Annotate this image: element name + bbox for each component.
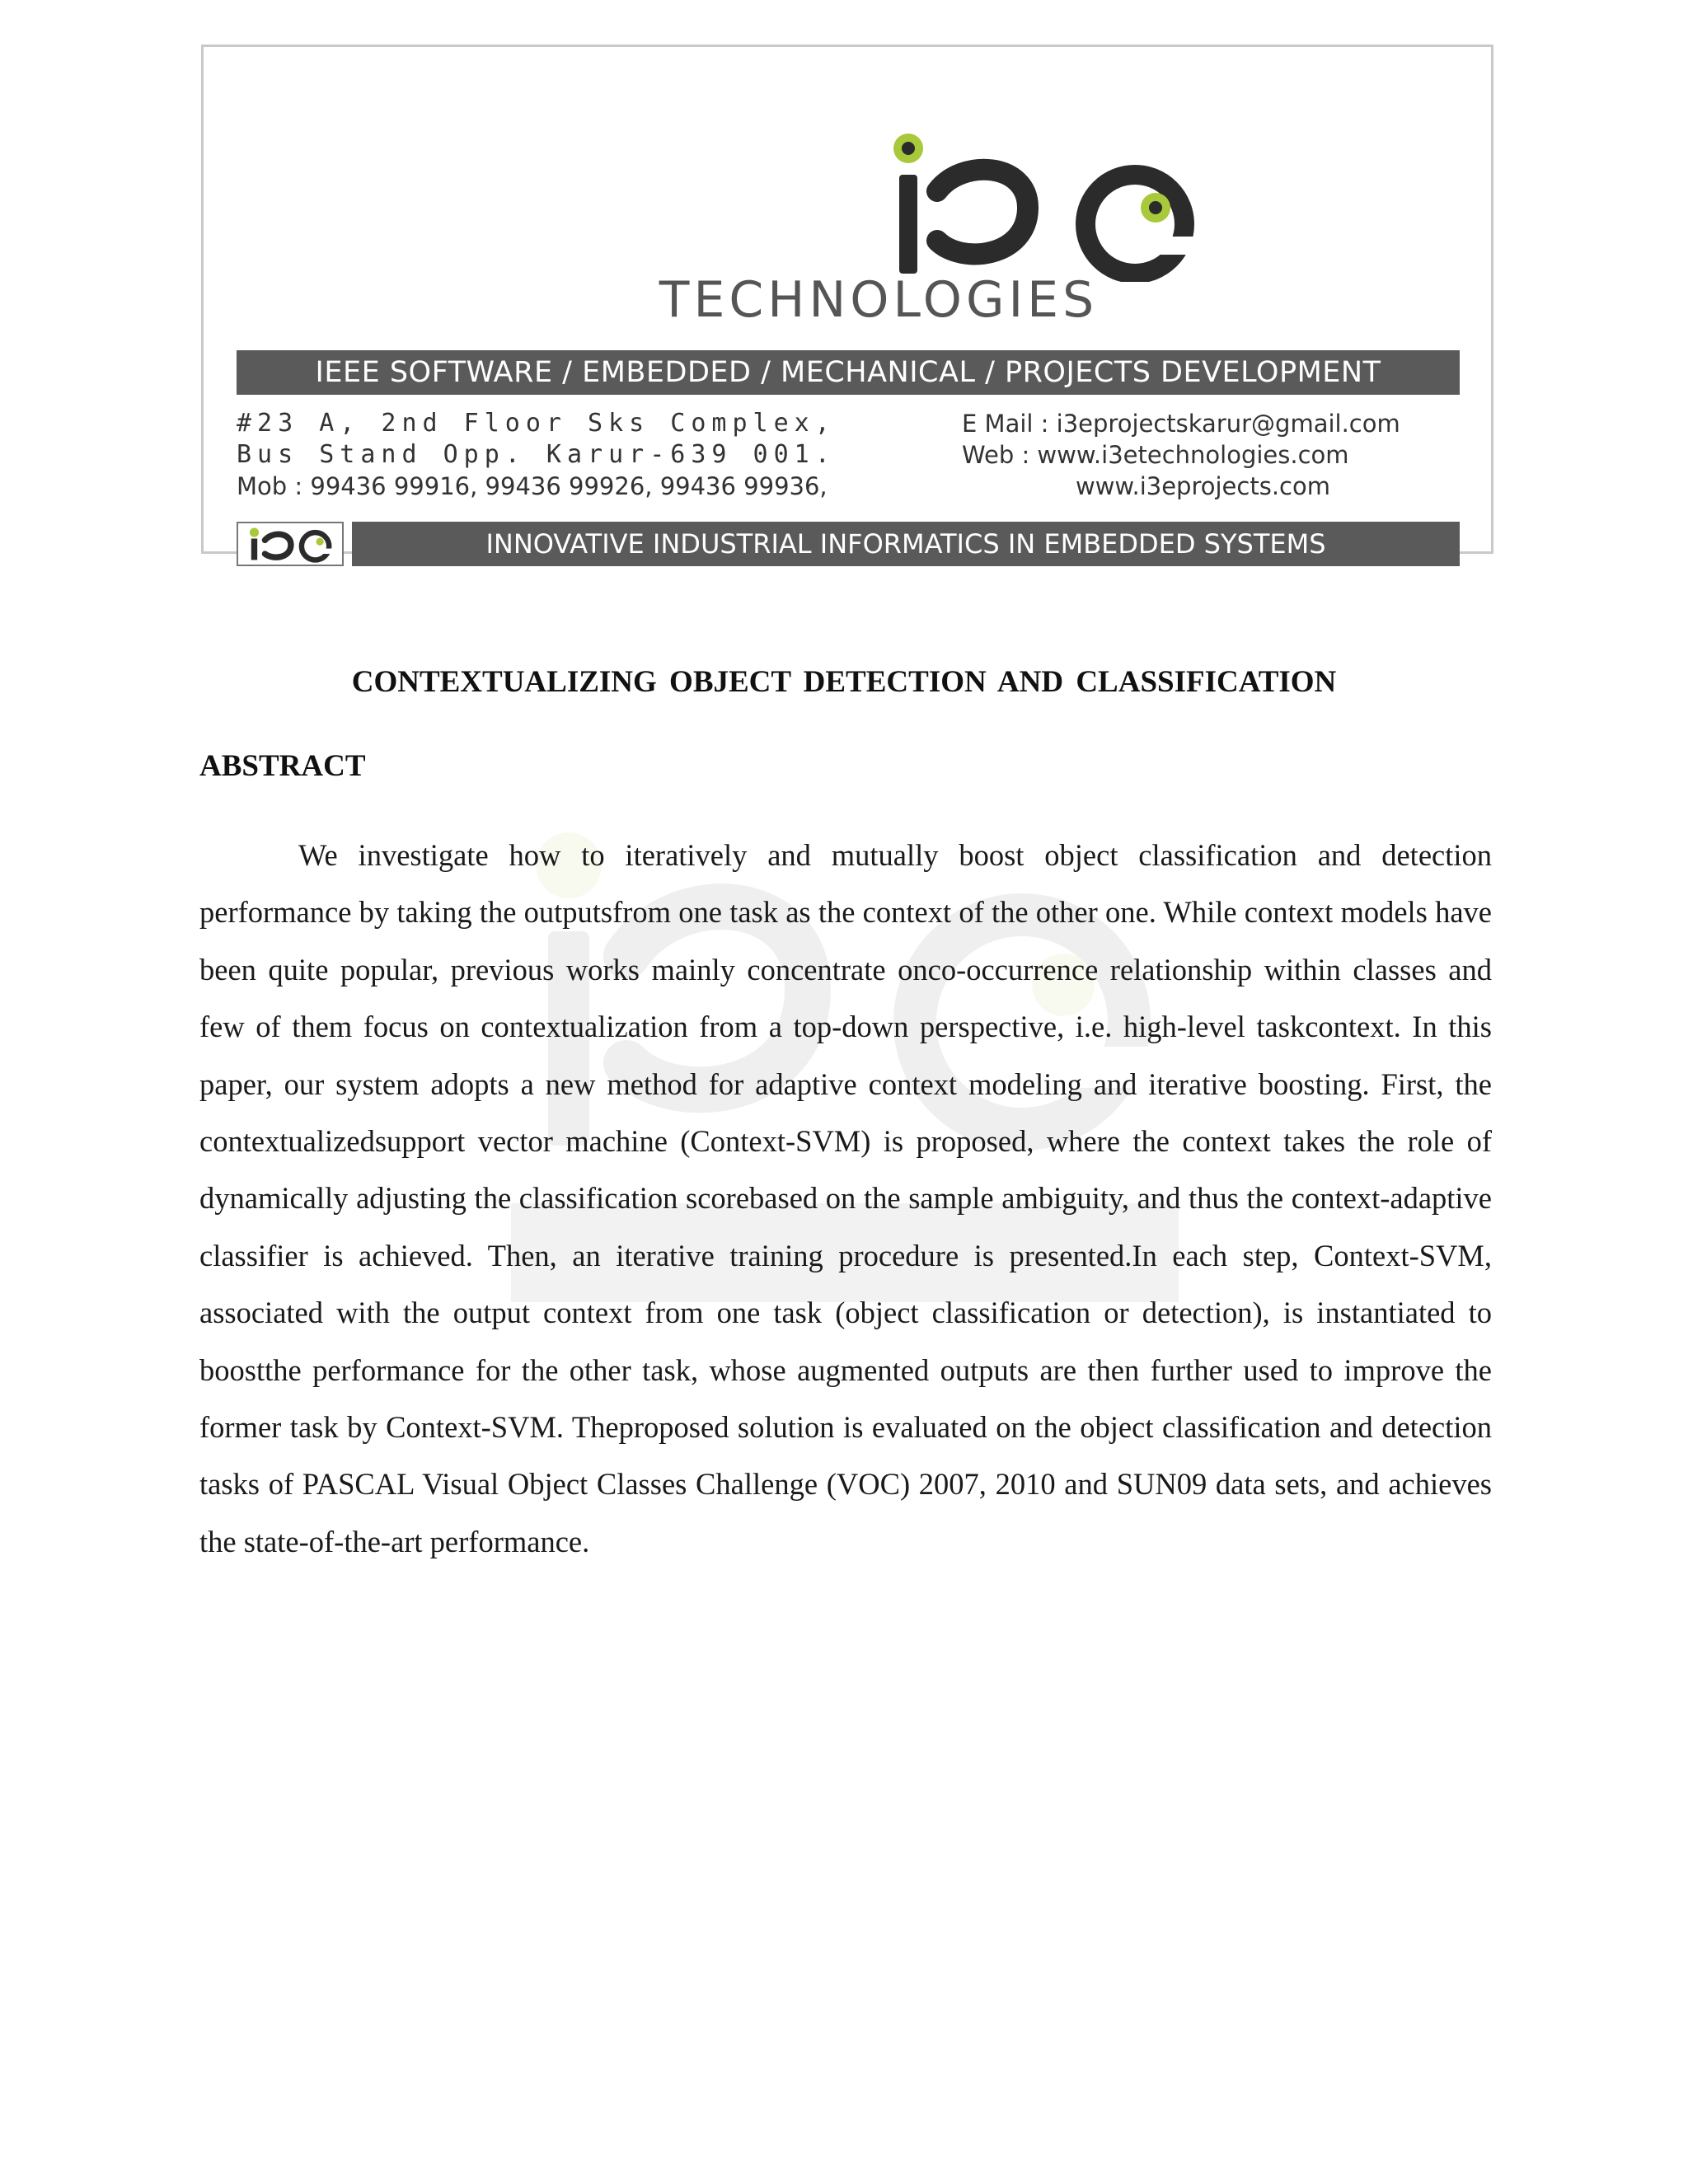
tagline-banner: INNOVATIVE INDUSTRIAL INFORMATICS IN EMBEDDED SYSTEMS (352, 522, 1460, 566)
i3e-logo-icon (871, 125, 1242, 282)
abstract-heading: ABSTRACT (199, 749, 366, 783)
abstract-paragraph: We investigate how to iteratively and mutually boost object classification and detection performance by taking the outputsfrom one task as the context of the other one. While context models have been quite popular, previous works mainly concentrate onco-occurrence relationship within classes and few of them focus on contextualization from a top-down perspective, i.e. high-level taskcontext. In this paper, our system adopts a new method for adaptive context modeling and iterative boosting. First, the contextualizedsupport vector machine (Context-SVM) is proposed, where the context takes the role of dynamically adjusting the classification scorebased on the sample ambiguity, and thus the context-adaptive classifier is achieved. Then, an iterative training procedure is presented.In each step, Context-SVM, associated with the output context from one task (object classification or detection), is instantiated to boostthe performance for the other task, whose augmented outputs are then further used to improve the former task by Context-SVM. Theproposed solution is evaluated on the object classification and detection tasks of PASCAL Visual Object Classes Challenge (VOC) 2007, 2010 and SUN09 data sets, and achieves the state-of-the-art performance. (199, 838, 1492, 1558)
mobile-numbers: Mob : 99436 99916, 99436 99926, 99436 99936, (237, 472, 828, 500)
services-banner: IEEE SOFTWARE / EMBEDDED / MECHANICAL / PROJECTS DEVELOPMENT (237, 350, 1460, 395)
email-line: E Mail : i3eprojectskarur@gmail.com (962, 410, 1400, 438)
web-line: Web : www.i3etechnologies.com (962, 441, 1349, 469)
document-title: CONTEXTUALIZING OBJECT DETECTION AND CLASSIFICATION (351, 665, 1337, 699)
contact-block (962, 408, 1400, 502)
address-line-1: #23 A, 2nd Floor Sks Complex, (237, 409, 836, 438)
web-line-secondary: www.i3eprojects.com (1076, 472, 1330, 500)
i3e-mini-logo-icon (237, 522, 344, 566)
brand-name: TECHNOLOGIES (659, 271, 1099, 329)
letterhead-banner (201, 45, 1493, 560)
address-line-2: Bus Stand Opp. Karur-639 001. (237, 440, 836, 469)
tagline-row (237, 522, 1460, 566)
address-block (237, 408, 836, 502)
